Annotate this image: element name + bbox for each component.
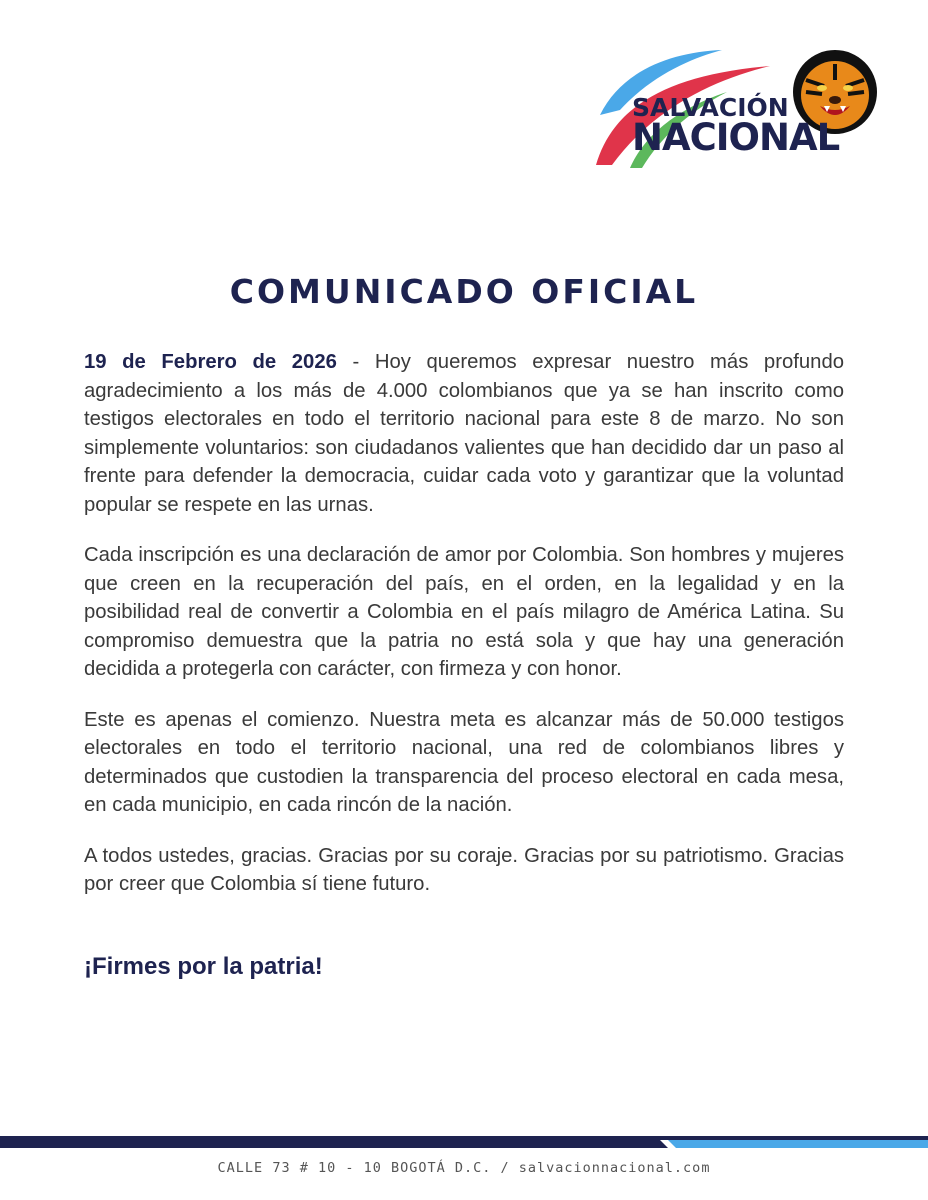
paragraph-3: Este es apenas el comienzo. Nuestra meta es alcanzar más de 50.000 testigos electorales en todo el territorio nacional, una red de colombianos libres y determinados que custodien la transparencia del proceso electoral en cada mesa, en cada municipio, en cada rincón de la nación. [84, 708, 844, 816]
paragraph-1-text: - Hoy queremos expresar nuestro más profundo agradecimiento a los más de 4.000 colombianos que ya se han inscrito como testigos electorales en todo el territorio nacional para este 8 de marzo. No son simplemente voluntarios: son ciudadanos valientes que han decidido dar un paso al frente para defender la democracia, cuidar cada voto y garantizar que la voluntad popular se respete en las urnas. [84, 351, 845, 516]
statement-body [84, 348, 844, 921]
statement-date: 19 de Febrero de 2026 [84, 351, 337, 373]
logo-line2: NACIONAL [632, 116, 840, 159]
party-logo [592, 40, 882, 175]
closing-slogan: ¡Firmes por la patria! [84, 953, 323, 980]
paragraph-2: Cada inscripción es una declaración de amor por Colombia. Son hombres y mujeres que creen en la recuperación del país, en el orden, en la legalidad y en la posibilidad real de convertir a Colombia en el país milagro de América Latina. Su compromiso demuestra que la patria no está sola y que hay una generación decidida a protegerla con carácter, con firmeza y con honor. [84, 544, 844, 680]
footer-address: CALLE 73 # 10 - 10 BOGOTÁ D.C. / salvacionnacional.com [217, 1160, 711, 1176]
footer-stripes [0, 1136, 928, 1148]
logo-graphic [592, 40, 882, 175]
page-title: COMUNICADO OFICIAL [229, 272, 699, 311]
logo-line1: SALVACIÓN [632, 93, 789, 122]
paragraph-4: A todos ustedes, gracias. Gracias por su coraje. Gracias por su patriotismo. Gracias por creer que Colombia sí tiene futuro. [84, 844, 844, 895]
paragraph-1 [84, 348, 844, 519]
